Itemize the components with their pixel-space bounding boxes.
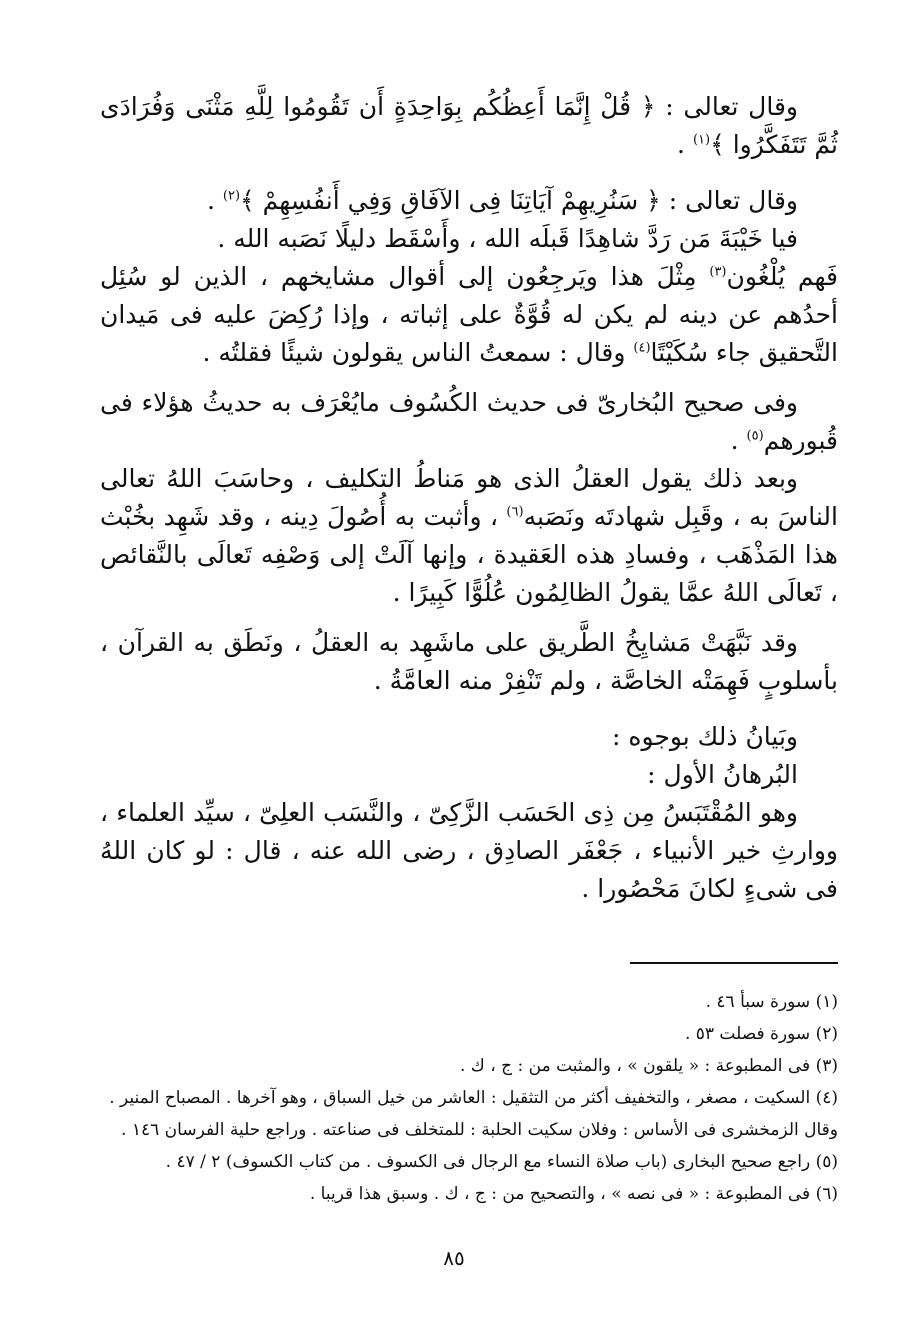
text: فيا خَيْبَةَ مَن رَدَّ شاهِدًا قَبلَه الله ، وأَسْقَط دليلًا نَصَبه الله . [217,224,798,253]
footnote: (٥) راجع صحيح البخارى (باب صلاة النساء مع الرجال فى الكسوف . من كتاب الكسوف) ٢ / ٤٧ . [165,1152,838,1172]
paragraph [100,384,838,460]
text: وقال تعالى : ﴿ قُلْ إِنَّمَا أَعِظُكُم بِوَاحِدَةٍ أَن تَقُومُوا لِلَّهِ مَثْنَى وَفُرَادَى ثُمَّ تَتَفَكَّرُوا ﴾ [100,92,838,159]
text: . [677,130,693,159]
text: وفى صحيح البُخارىّ فى حديث الكُسُوف مايُعْرَف به حديثُ هؤلاء فى قُبورهم [100,388,838,455]
footnote-ref: (١) [692,132,711,148]
paragraph [100,794,838,908]
section-heading [100,756,838,794]
text: . [206,186,223,215]
footnote: (٦) فى المطبوعة : « فى نصه » ، والتصحيح من : ج ، ك . وسبق هذا قريبا . [309,1184,838,1204]
text: وقد نَبَّهَتْ مَشايِخُ الطَّريق على ماشَهِد به العقلُ ، ونَطَق به القرآن ، بأسلوبٍ فَهِمَتْه الخاصَّة ، ولم تَنْفِرْ منه العامَّةُ . [100,628,838,695]
footnote-ref: (٥) [746,428,764,444]
text: وهو المُقْتَبَسُ مِن ذِى الحَسَب الزَّكِىّ ، والنَّسَب العلِىّ ، سيِّد العلماء ، ووارثِ خير الأنبياء ، جَعْفَر الصادِق ، رضى الله عنه ، قال : لو كان اللهُ فى شىءٍ لكانَ مَحْصُورا . [100,798,838,903]
text: فَهم يُلْغُون [726,262,838,291]
footnote-ref: (٢) [222,188,241,204]
main-text [100,88,838,908]
footnote-ref: (٤) [633,340,651,356]
footnote-ref: (٦) [506,504,524,520]
text: مِثْلَ هذا ويَرجِعُون إلى أقوال مشايخهم ، الذين لو سُئِل أحدُهم عن دينه لم يكن له قُوَّةٌ على إثباته ، وإذا رُكِضَ عليه فى مَيدان التَّحقيق جاء سُكَيْتًا [100,262,838,367]
text: . [730,426,747,455]
footnote: وقال الزمخشرى فى الأساس : وفلان سكيت الحلبة : للمتخلف فى صناعته . وراجع حلية الفرسان ١٤٦ . [121,1120,838,1140]
text: وبَيانُ ذلك بوجوه : [612,722,798,751]
paragraph [100,258,838,372]
paragraph [100,220,838,258]
page-number: ٨٥ [443,1246,465,1270]
paragraph [100,460,838,612]
footnote-ref: (٣) [709,264,727,280]
text: وقال تعالى : ﴿ سَنُرِيهِمْ آيَاتِنَا فِى الآفَاقِ وَفِي أَنفُسِهِمْ ﴾ [240,186,798,215]
text: وبعد ذلك يقول العقلُ الذى هو مَناطُ التكليف ، وحاسَبَ اللهُ تعالى الناسَ به ، وقَبِل شهادتَه ونَصَبه [100,464,838,531]
paragraph [100,624,838,700]
footnote: (١) سورة سبأ ٤٦ . [705,992,838,1012]
text: وقال : سمعتُ الناس يقولون شيئًا فقلتُه . [202,338,634,367]
footnote: (٣) فى المطبوعة : « يلقون » ، والمثبت من : ج ، ك . [460,1056,838,1076]
text: ، وأثبت به أُصُولَ دِينه ، وقد شَهِد بخُبْث هذا المَذْهَب ، وفسادِ هذه العَقيدة ، وإنها آلَتْ إلى وَصْفِه تَعالَى بالنَّقائص ، تَعالَى اللهُ عمَّا يقولُ الظالِمُون عُلُوًّا كَبِيرًا . [100,502,838,607]
footnote: (٤) السكيت ، مصغر ، والتخفيف أكثر من التثقيل : العاشر من خيل السباق ، وهو آخرها . المصباح المنير . [109,1088,838,1108]
paragraph [100,182,838,220]
paragraph [100,718,838,756]
paragraph [100,88,838,164]
footnotes [100,986,838,1210]
heading-text: البُرهانُ الأول : [647,760,798,789]
footnote: (٢) سورة فصلت ٥٣ . [684,1024,838,1044]
footnote-divider [630,962,838,964]
